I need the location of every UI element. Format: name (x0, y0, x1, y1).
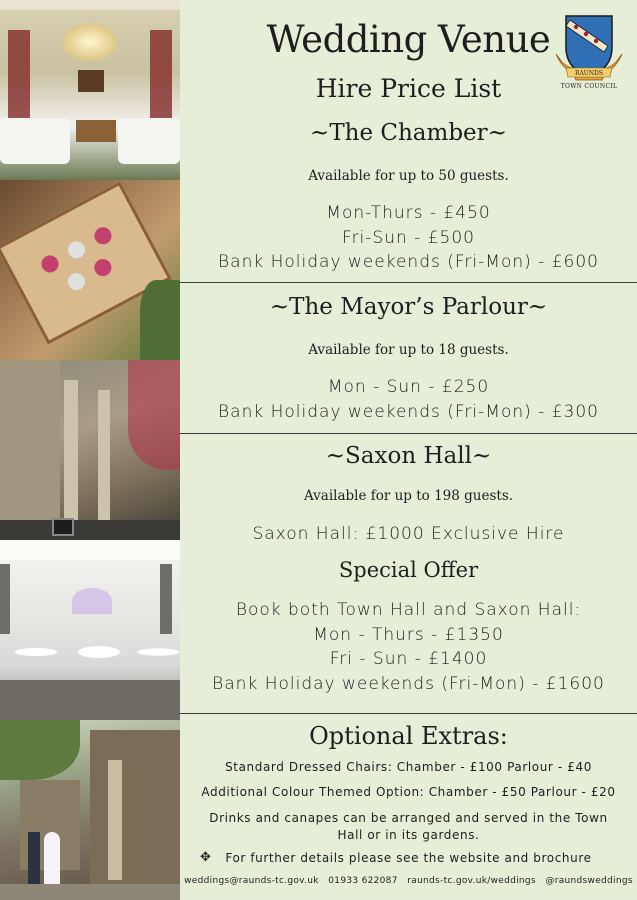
contact-social[interactable]: @raundsweddings (545, 876, 633, 886)
chamber-price-weekday: Mon-Thurs - £450 (326, 203, 491, 223)
offer-lines (180, 598, 637, 696)
divider (180, 433, 637, 434)
chamber-price-bank-holiday: Bank Holiday weekends (Fri-Mon) - £600 (218, 252, 599, 272)
divider (180, 282, 637, 283)
saxon-heading: ~Saxon Hall~ (325, 443, 492, 469)
saxon-capacity: Available for up to 198 guests. (303, 488, 514, 504)
extras-details-row (200, 851, 617, 865)
contact-email[interactable]: weddings@raunds-tc.gov.uk (184, 876, 319, 886)
parlour-price-all-week: Mon - Sun - £250 (327, 377, 490, 397)
chamber-price-weekend: Fri-Sun - £500 (342, 227, 475, 248)
saxon-hall-interior-photo (0, 540, 180, 720)
offer-heading: Special Offer (338, 558, 479, 582)
offer-line-weekend: Fri - Sun - £1400 (329, 649, 488, 669)
offer-line-intro: Book both Town Hall and Saxon Hall: (235, 600, 582, 620)
price-list-content (180, 0, 637, 900)
contact-website[interactable]: raunds-tc.gov.uk/weddings (407, 876, 536, 886)
page-subtitle: Hire Price List (315, 74, 502, 103)
page-title: Wedding Venue (266, 18, 551, 61)
extras-drinks: Drinks and canapes can be arranged and served in the Town Hall or in its gardens. (209, 811, 608, 842)
extras-details: For further details please see the website and brochure (225, 851, 592, 865)
photo-strip (0, 0, 180, 900)
parlour-prices (180, 375, 637, 424)
chamber-heading: ~The Chamber~ (310, 120, 507, 146)
saxon-price: Saxon Hall: £1000 Exclusive Hire (252, 524, 565, 544)
contact-footer (180, 876, 637, 886)
parlour-capacity: Available for up to 18 guests. (308, 342, 509, 358)
chamber-prices (180, 201, 637, 275)
offer-line-bank-holiday: Bank Holiday weekends (Fri-Mon) - £1600 (212, 673, 605, 694)
compass-icon: ✥ (200, 850, 212, 865)
confetti-cones-photo (0, 180, 180, 360)
town-hall-facade-photo (0, 360, 180, 540)
offer-line-weekday: Mon - Thurs - £1350 (313, 624, 504, 645)
divider (180, 713, 637, 714)
couple-outside-photo (0, 720, 180, 900)
chamber-interior-photo (0, 0, 180, 180)
parlour-heading: ~The Mayor’s Parlour~ (269, 294, 548, 320)
chamber-capacity: Available for up to 50 guests. (308, 168, 509, 184)
crest-caption: TOWN COUNCIL (560, 83, 618, 90)
extras-heading: Optional Extras: (309, 722, 508, 750)
contact-phone[interactable]: 01933 622087 (328, 876, 398, 886)
extras-colour: Additional Colour Themed Option: Chamber - £50 Parlour - £20 (201, 785, 616, 799)
extras-chairs: Standard Dressed Chairs: Chamber - £100 Parlour - £40 (225, 760, 592, 774)
parlour-price-bank-holiday: Bank Holiday weekends (Fri-Mon) - £300 (218, 401, 599, 422)
crest-ribbon-text: RAUNDS (574, 70, 604, 77)
